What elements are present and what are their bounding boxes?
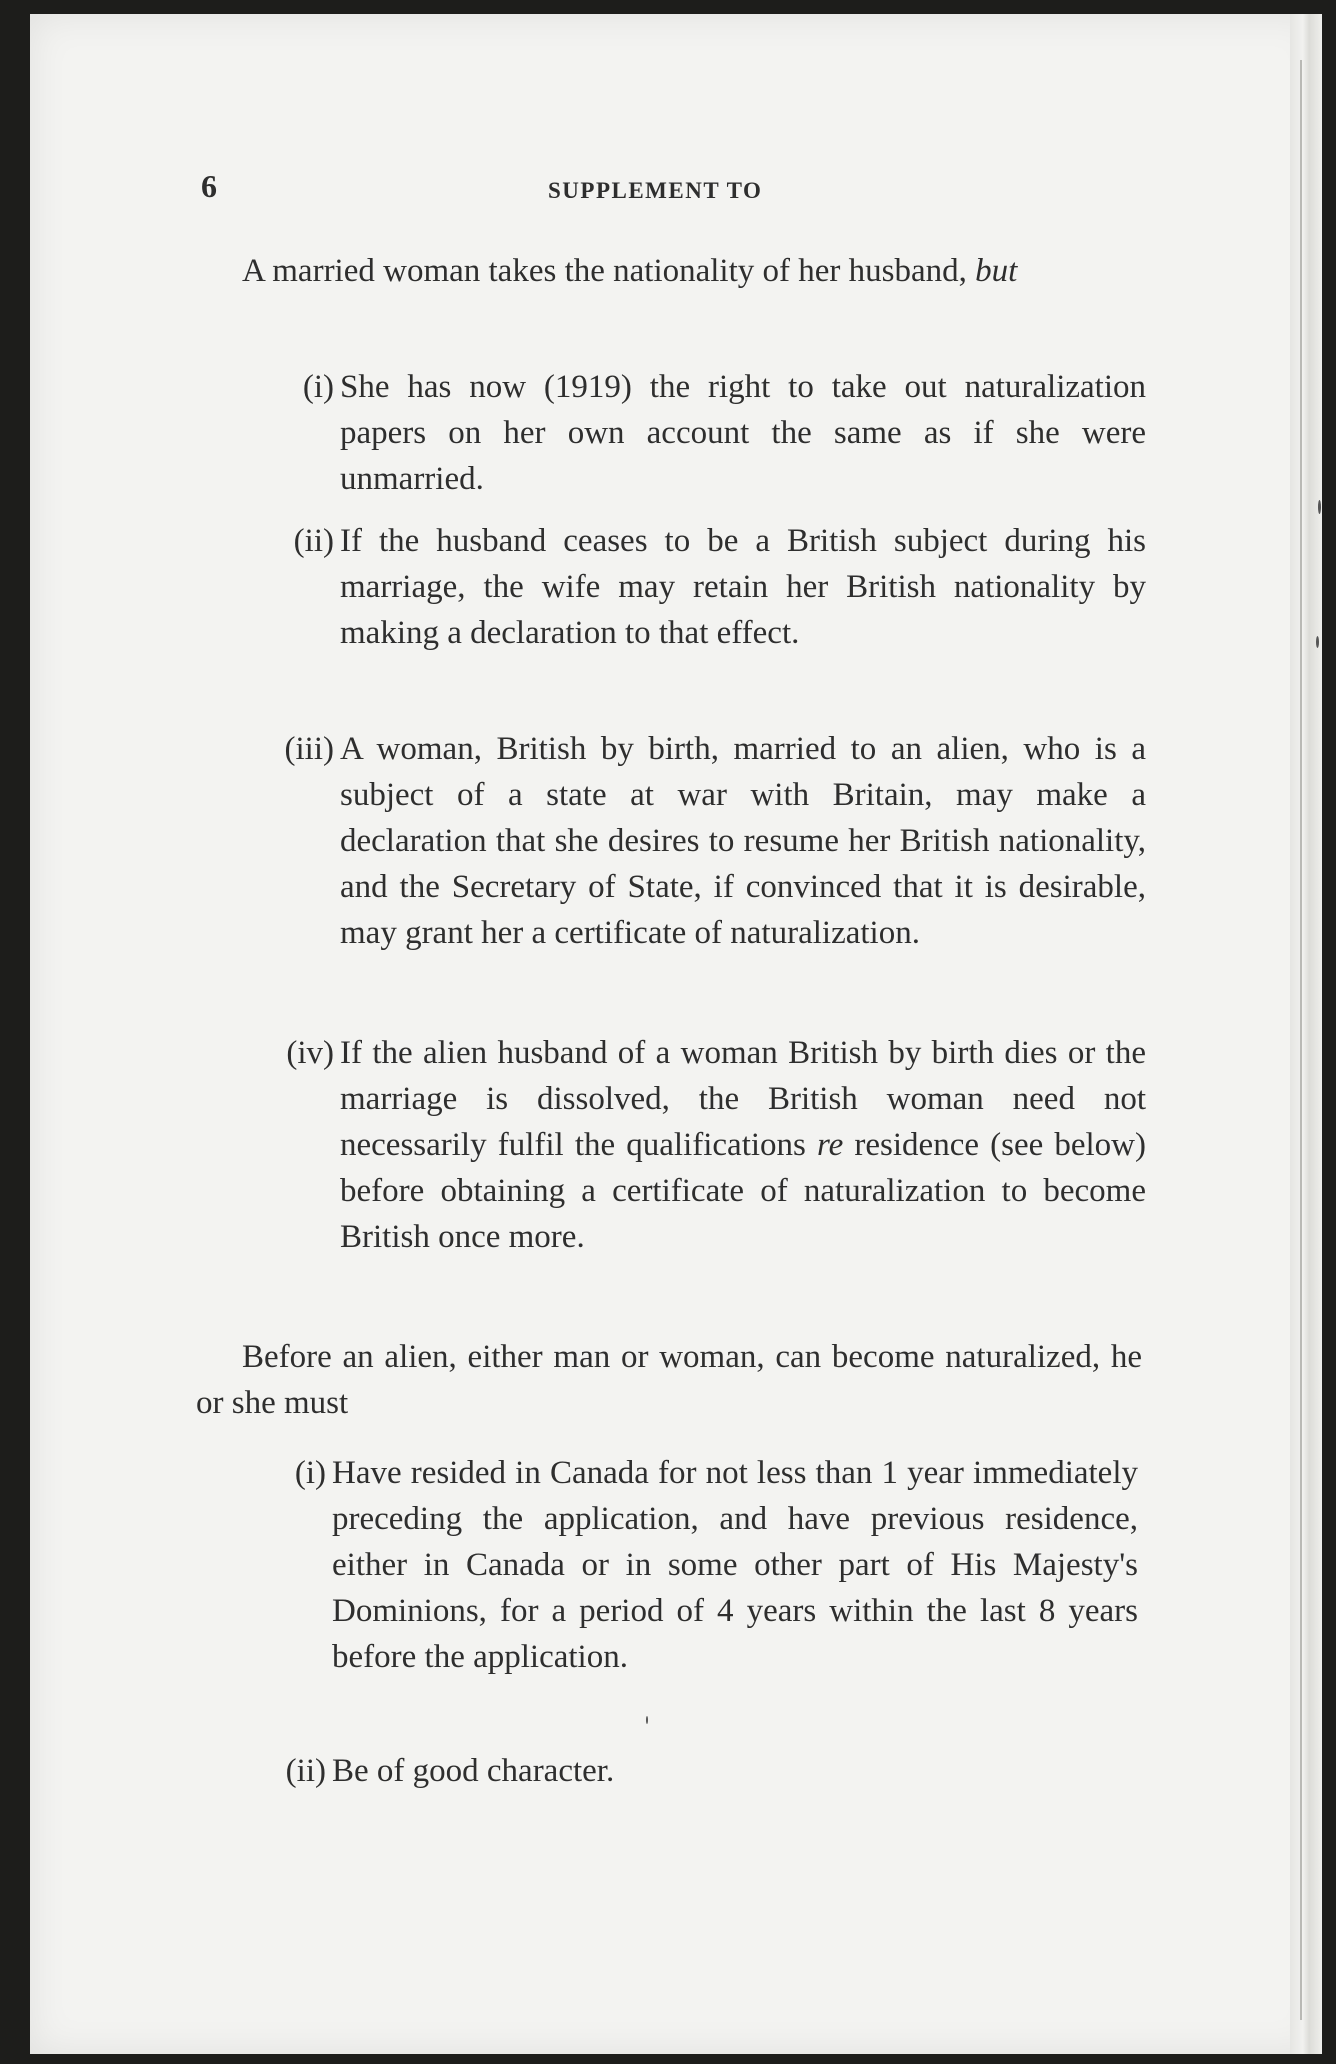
item-number: (i) bbox=[302, 369, 334, 405]
married-item-1 bbox=[240, 364, 1150, 504]
item-text-after: residence (see below) before obtaining a certificate of naturalization to become British once more. bbox=[340, 1127, 1147, 1255]
item-text: Be of good character. bbox=[332, 1753, 615, 1789]
page-edge bbox=[1290, 14, 1322, 2054]
item-text: She has now (1919) the right to take out naturalization papers on her own account the same as if she were unmarried. bbox=[340, 369, 1146, 497]
page-number: 6 bbox=[201, 168, 217, 204]
married-item-2 bbox=[240, 518, 1150, 708]
item-number: (iii) bbox=[284, 731, 334, 767]
item-number: (iv) bbox=[286, 1035, 334, 1071]
scan-speck bbox=[1318, 500, 1321, 514]
alien-item-1 bbox=[232, 1450, 1142, 1730]
item-text: If the husband ceases to be a British subject during his marriage, the wife may retain her British nationality by making a declaration to that effect. bbox=[340, 523, 1146, 651]
item-text bbox=[340, 1030, 1146, 1260]
page-edge-line bbox=[1300, 60, 1302, 2020]
married-item-3 bbox=[240, 726, 1150, 1016]
requirements-paragraph bbox=[196, 1334, 1142, 1426]
scan-speck bbox=[646, 1716, 648, 1724]
intro-emphasis: but bbox=[975, 253, 1018, 289]
item-text-before: If the alien husband of a woman British by birth dies or the marriage is dissolved, the British woman need not necessarily fulfil the qualifications bbox=[340, 1035, 1146, 1163]
scan-speck bbox=[1316, 636, 1319, 648]
married-item-4 bbox=[240, 1030, 1150, 1320]
item-number: (ii) bbox=[285, 1753, 326, 1789]
item-number: (ii) bbox=[293, 523, 334, 559]
intro-paragraph bbox=[196, 250, 1152, 292]
intro-text: A married woman takes the nationality of her husband, bbox=[242, 253, 967, 289]
running-header: SUPPLEMENT TO bbox=[548, 178, 763, 203]
item-number: (i) bbox=[294, 1455, 326, 1491]
item-emphasis: re bbox=[817, 1127, 844, 1163]
requirements-text: Before an alien, either man or woman, can become naturalized, he or she must bbox=[196, 1339, 1142, 1421]
item-text: Have resided in Canada for not less than 1 year immediately preceding the application, and have previous residence, either in Canada or in some other part of His Majesty's Dominions, for a period of 4 years within the last 8 years before the application. bbox=[332, 1455, 1138, 1675]
item-text: A woman, British by birth, married to an alien, who is a subject of a state at war with Britain, may make a declaration that she desires to resume her British nationality, and the Secretary of State, if convinced that it is desirable, may grant her a certificate of naturalization. bbox=[340, 731, 1146, 951]
alien-item-2 bbox=[232, 1748, 1142, 1798]
